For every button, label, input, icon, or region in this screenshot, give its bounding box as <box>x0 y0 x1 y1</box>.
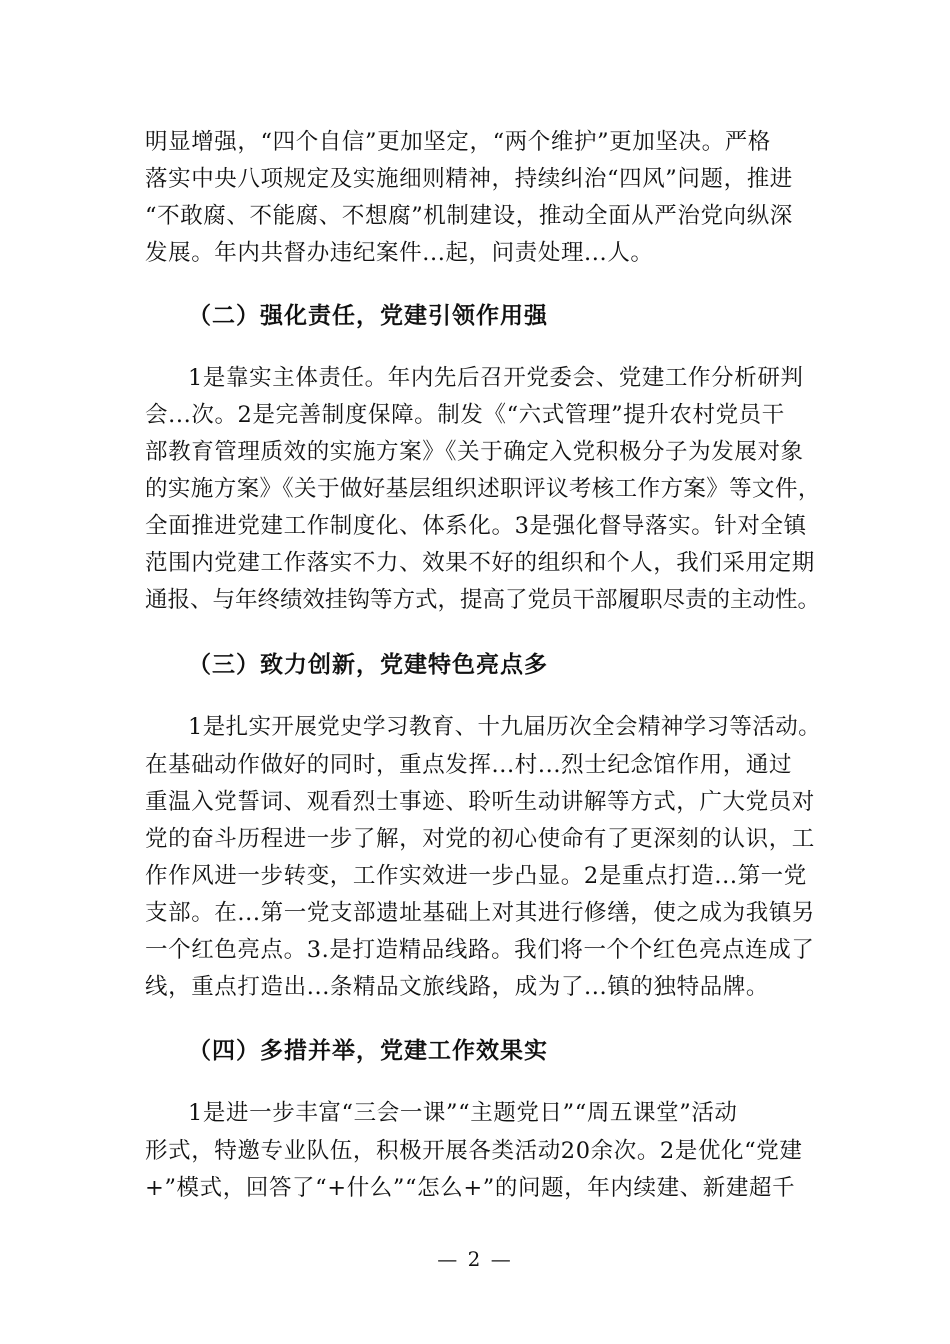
paragraph-line: 部教育管理质效的实施方案》《关于确定入党积极分子为发展对象 <box>145 439 804 465</box>
paragraph-line: 线，重点打造出...条精品文旅线路，成为了...镇的独特品牌。 <box>145 974 770 1000</box>
paragraph-line: 党的奋斗历程进一步了解，对党的初心使命有了更深刻的认识，工 <box>145 826 815 852</box>
page-number: — 2 — <box>437 1247 513 1271</box>
paragraph-line: 1是进一步丰富“三会一课”“主题党日”“周五课堂”活动 <box>188 1100 738 1126</box>
paragraph-line: 一个红色亮点。3.是打造精品线路。我们将一个个红色亮点连成了 <box>145 937 815 963</box>
paragraph-line: 1是扎实开展党史学习教育、十九届历次全会精神学习等活动。 <box>188 714 822 740</box>
paragraph-line: +”模式，回答了“+什么”“怎么+”的问题，年内续建、新建超千 <box>145 1175 796 1201</box>
section-heading-4: （四）多措并举，党建工作效果实 <box>188 1037 548 1064</box>
paragraph-line: “不敢腐、不能腐、不想腐”机制建设，推动全面从严治党向纵深 <box>145 203 793 229</box>
paragraph-line: 范围内党建工作落实不力、效果不好的组织和个人，我们采用定期 <box>145 550 815 576</box>
paragraph-line: 落实中央八项规定及实施细则精神，持续纠治“四风”问题，推进 <box>145 166 793 192</box>
paragraph-line: 通报、与年终绩效挂钩等方式，提高了党员干部履职尽责的主动性。 <box>145 587 821 613</box>
paragraph-line: 支部。在...第一党支部遗址基础上对其进行修缮，使之成为我镇另 <box>145 900 816 926</box>
paragraph-line: 全面推进党建工作制度化、体系化。3是强化督导落实。针对全镇 <box>145 513 807 539</box>
section-heading-2: （二）强化责任，党建引领作用强 <box>188 302 548 329</box>
section-heading-3: （三）致力创新，党建特色亮点多 <box>188 651 548 678</box>
paragraph-line: 重温入党誓词、观看烈士事迹、聆听生动讲解等方式，广大党员对 <box>145 789 815 815</box>
paragraph-line: 形式，特邀专业队伍，积极开展各类活动20余次。2是优化“党建 <box>145 1138 803 1164</box>
paragraph-line: 发展。年内共督办违纪案件...起，问责处理...人。 <box>145 240 654 266</box>
paragraph-line: 作作风进一步转变，工作实效进一步凸显。2是重点打造...第一党 <box>145 863 807 889</box>
paragraph-line: 的实施方案》《关于做好基层组织述职评议考核工作方案》等文件， <box>145 476 821 502</box>
paragraph-line: 1是靠实主体责任。年内先后召开党委会、党建工作分析研判 <box>188 365 804 391</box>
paragraph-line: 在基础动作做好的同时，重点发挥...村...烈士纪念馆作用，通过 <box>145 752 793 778</box>
paragraph-line: 会...次。2是完善制度保障。制发《“六式管理”提升农村党员干 <box>145 402 785 428</box>
paragraph-line: 明显增强，“四个自信”更加坚定，“两个维护”更加坚决。严格 <box>145 129 771 155</box>
